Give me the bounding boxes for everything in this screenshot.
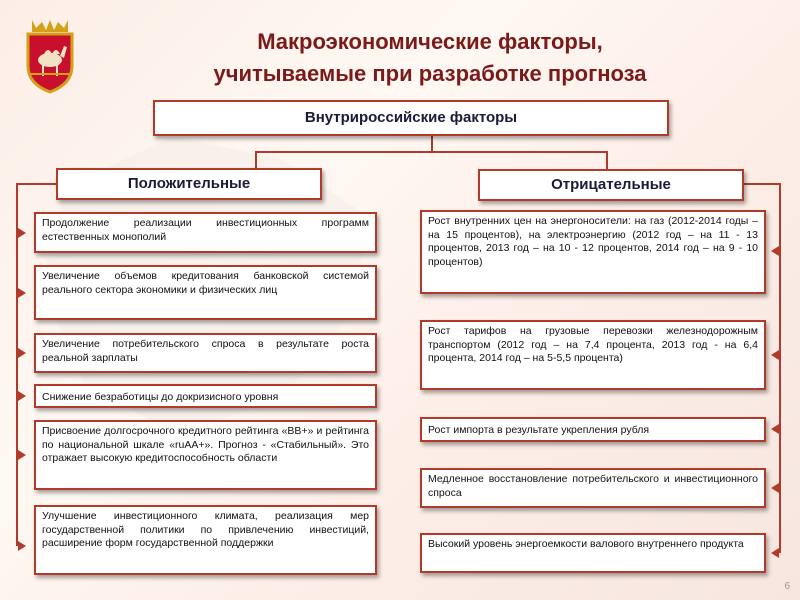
connector-right-rail [779,183,781,553]
connector-right-drop [606,151,608,169]
slide-title-line2: учитываемые при разработке прогноза [213,61,647,86]
positive-item-6: Улучшение инвестиционного климата, реализация мер государственной политики по привлечению инвестиций, расширение форм государственной поддержки [34,505,377,575]
page-number: 6 [784,581,790,592]
connector-top-vertical [431,136,433,152]
positive-factors-header: Положительные [56,168,322,200]
negative-arrow-1 [771,246,779,256]
positive-item-3: Увеличение потребительского спроса в результате роста реальной зарплаты [34,333,377,373]
slide-title [120,26,740,90]
negative-factors-header: Отрицательные [478,169,744,201]
negative-item-5: Высокий уровень энергоемкости валового внутреннего продукта [420,533,766,573]
positive-item-5: Присвоение долгосрочного кредитного рейтинга «BB+» и рейтинга по национальной шкале «ruAA+». Прогноз - «Стабильный». Это отражает высокую кредитоспособность области [34,420,377,490]
negative-item-1: Рост внутренних цен на энергоносители: на газ (2012-2014 годы – на 15 процентов), на электроэнергию (2012 год – на 11 - 13 процентов, 2013 год – на 10 - 12 процентов, 2014 год – на 9 - 10 процентов) [420,210,766,294]
connector-left-drop [255,151,257,168]
connector-right-bracket-top [744,183,781,185]
negative-item-4: Медленное восстановление потребительского и инвестиционного спроса [420,468,766,508]
coat-of-arms-icon [22,16,78,94]
positive-arrow-2 [18,288,26,298]
connector-top-horizontal [255,151,608,153]
slide-title-line1: Макроэкономические факторы, [257,29,603,54]
negative-arrow-4 [771,483,779,493]
negative-item-2: Рост тарифов на грузовые перевозки железнодорожным транспортом (2012 год – на 7,4 процента, 2013 год - на 6,4 процента, 2014 год – на 5-5,5 процента) [420,320,766,390]
positive-arrow-1 [18,228,26,238]
negative-arrow-2 [771,350,779,360]
positive-item-1: Продолжение реализации инвестиционных программ естественных монополий [34,212,377,253]
positive-arrow-6 [18,541,26,551]
negative-arrow-5 [771,548,779,558]
positive-arrow-4 [18,391,26,401]
negative-arrow-3 [771,424,779,434]
positive-item-2: Увеличение объемов кредитования банковской системой реального сектора экономики и физических лиц [34,265,377,320]
connector-left-bracket-top [16,183,56,185]
positive-arrow-5 [18,450,26,460]
negative-item-3: Рост импорта в результате укрепления рубля [420,417,766,442]
positive-arrow-3 [18,348,26,358]
domestic-factors-header: Внутрироссийские факторы [153,100,669,136]
positive-item-4: Снижение безработицы до докризисного уровня [34,384,377,408]
